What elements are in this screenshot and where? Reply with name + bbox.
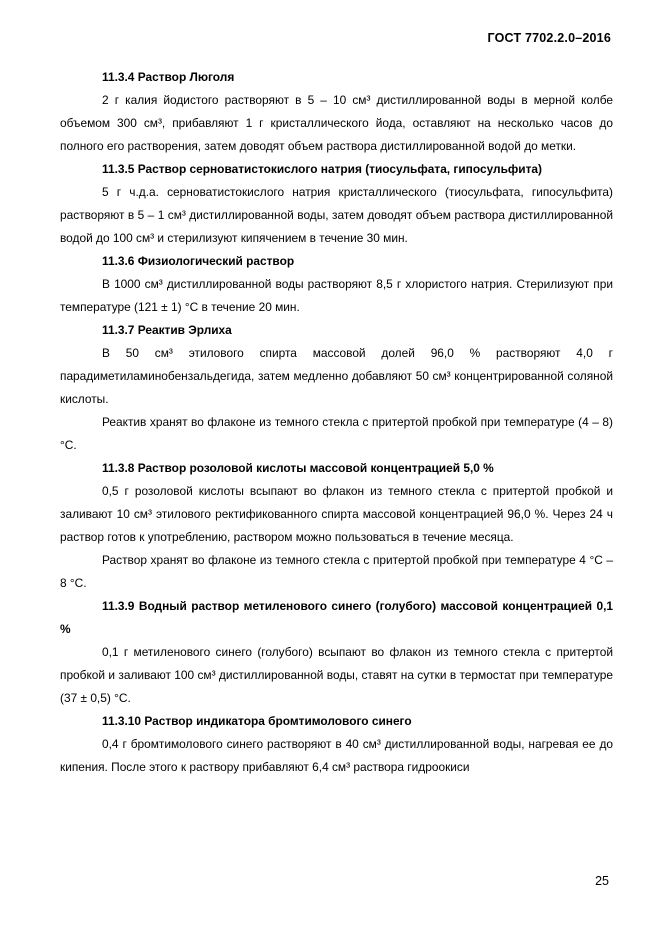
section-paragraph: 0,5 г розоловой кислоты всыпают во флакон из темного стекла с притертой пробкой и заливают 10 см³ этилового ректификованного спирта массовой концентрацией 96,0 %. Через 24 ч раствор готов к употреблению, раствором можно пользоваться в течение месяца. — [60, 484, 613, 544]
section-heading: 11.3.10 Раствор индикатора бромтимолового синего — [102, 714, 412, 728]
section-paragraph: 0,1 г метиленового синего (голубого) всыпают во флакон из темного стекла с притертой пробкой и заливают 100 см³ дистиллированной воды, ставят на сутки в термостат при температуре (37 ± 0,5) °С. — [60, 645, 613, 705]
section-paragraph: Раствор хранят во флаконе из темного стекла с притертой пробкой при температуре 4 °С – 8 °С. — [60, 553, 613, 590]
section-heading: 11.3.9 Водный раствор метиленового синего (голубого) массовой концентрацией 0,1 % — [60, 599, 613, 636]
section-heading: 11.3.4 Раствор Люголя — [102, 70, 235, 84]
document-body — [60, 66, 613, 779]
section-paragraph: 0,4 г бромтимолового синего растворяют в 40 см³ дистиллированной воды, нагревая ее до кипения. После этого к раствору прибавляют 6,4 см³ раствора гидроокиси — [60, 737, 613, 774]
page-number: 25 — [595, 874, 609, 888]
section-paragraph: В 1000 см³ дистиллированной воды растворяют 8,5 г хлористого натрия. Стерилизуют при температуре (121 ± 1) °С в течение 20 мин. — [60, 277, 613, 314]
section-heading: 11.3.5 Раствор серноватистокислого натрия (тиосульфата, гипосульфита) — [102, 162, 543, 176]
section-heading: 11.3.8 Раствор розоловой кислоты массовой концентрацией 5,0 % — [102, 461, 494, 475]
section-paragraph: Реактив хранят во флаконе из темного стекла с притертой пробкой при температуре (4 – 8) °С. — [60, 415, 613, 452]
section-heading: 11.3.6 Физиологический раствор — [102, 254, 295, 268]
section-paragraph: 5 г ч.д.а. серноватистокислого натрия кристаллического (тиосульфата, гипосульфита) растворяют в 5 – 1 см³ дистиллированной воды, затем доводят объем раствора дистиллированной водой до 100 см³ и стерилизуют кипячением в течение 30 мин. — [60, 185, 613, 245]
section-paragraph: 2 г калия йодистого растворяют в 5 – 10 см³ дистиллированной воды в мерной колбе объемом 300 см³, прибавляют 1 г кристаллического йода, оставляют на несколько часов до полного его растворения, затем доводят объем раствора дистиллированной водой до метки. — [60, 93, 613, 153]
document-header: ГОСТ 7702.2.0–2016 — [487, 31, 611, 45]
section-heading: 11.3.7 Реактив Эрлиха — [102, 323, 232, 337]
section-paragraph: В 50 см³ этилового спирта массовой долей 96,0 % растворяют 4,0 г парадиметиламинобензальдегида, затем медленно добавляют 50 см³ концентрированной соляной кислоты. — [60, 346, 613, 406]
